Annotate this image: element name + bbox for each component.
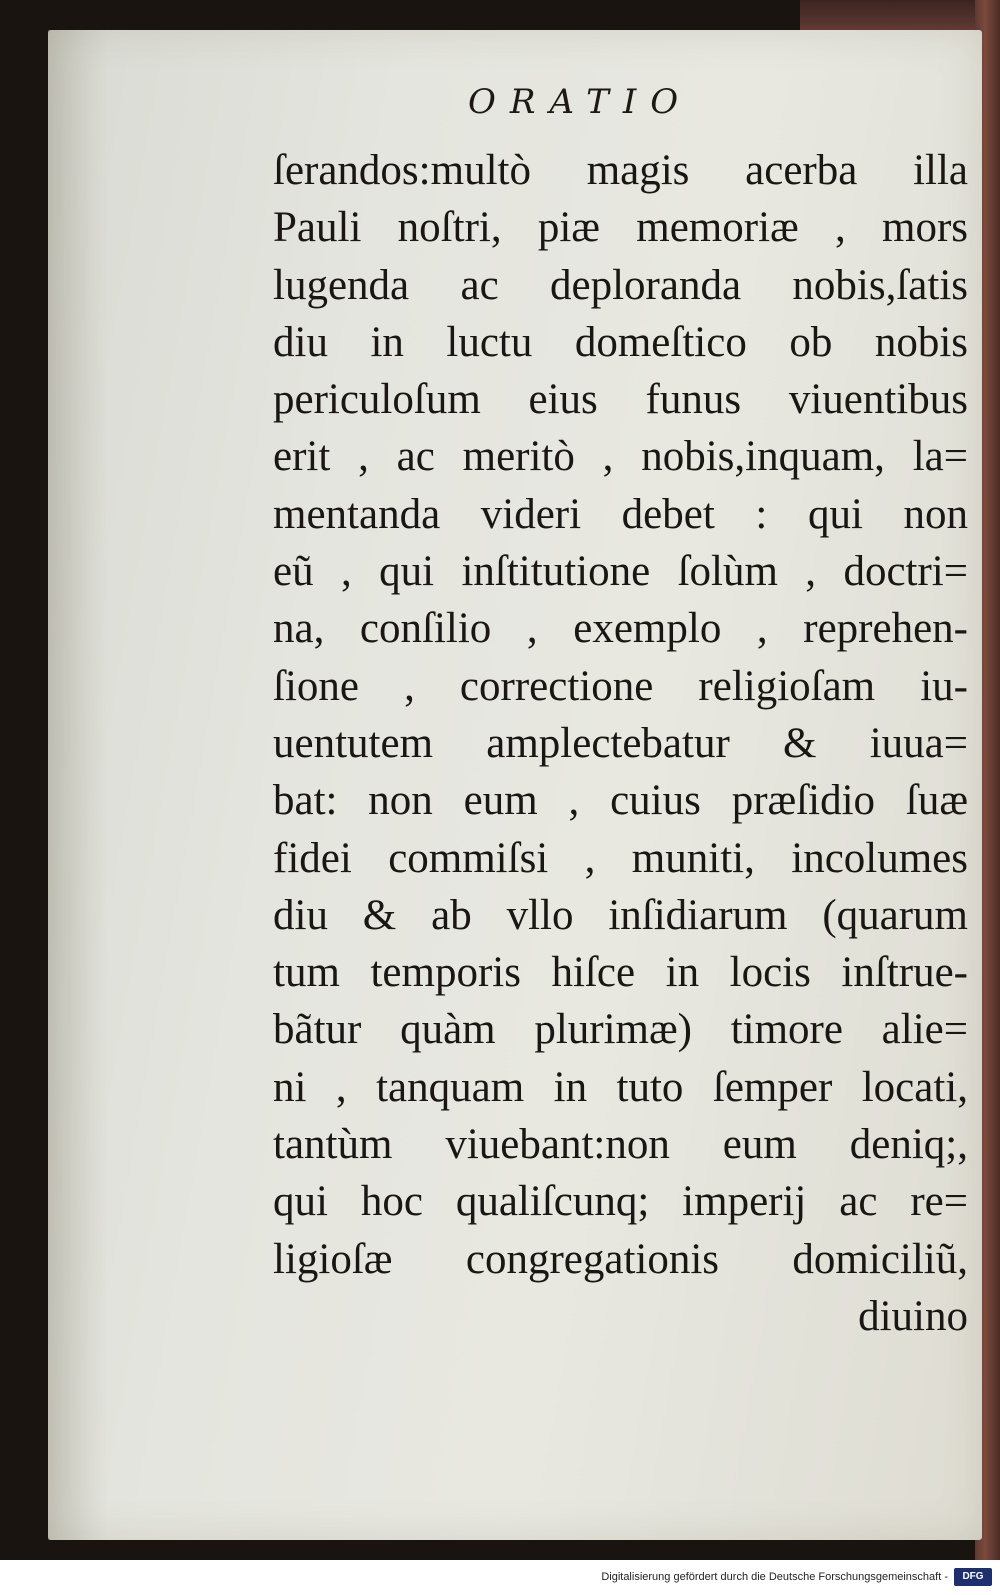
text-line: diu in luctu domeſtico ob nobis: [273, 318, 968, 366]
text-line: lugenda ac deploranda nobis,ſatis: [273, 261, 968, 309]
text-line: uentutem amplectebatur & iuua=: [273, 719, 968, 767]
text-line: ni , tanquam in tuto ſemper locati,: [273, 1063, 968, 1111]
text-line: ſerandos:multò magis acerba illa: [273, 147, 968, 194]
text-block: [273, 142, 968, 1345]
text-line: bat: non eum , cuius præſidio ſuæ: [273, 777, 968, 825]
text-line: eũ , qui inſtitutione ſolùm , doctri=: [273, 548, 968, 596]
text-line: ligioſæ congregationis domiciliũ,: [273, 1235, 968, 1283]
text-line: na, conſilio , exemplo , reprehen-: [273, 605, 968, 653]
book-page: [48, 30, 982, 1540]
text-line: diu & ab vllo inſidiarum (quarum: [273, 891, 968, 939]
text-line: erit , ac meritò , nobis,inquam, la=: [273, 433, 968, 481]
digitization-footer: [0, 1560, 1000, 1595]
text-line: bãtur quàm plurimæ) timore alie=: [273, 1006, 968, 1054]
dfg-logo: DFG: [954, 1568, 992, 1586]
text-line: qui hoc qualiſcunq; imperij ac re=: [273, 1178, 968, 1226]
text-line: Pauli noſtri, piæ memoriæ , mors: [273, 204, 968, 252]
text-line: mentanda videri debet : qui non: [273, 490, 968, 538]
text-line: tantùm viuebant:non eum deniq;,: [273, 1121, 968, 1169]
catchword: diuino: [858, 1292, 968, 1340]
text-line: fidei commiſsi , muniti, incolumes: [273, 834, 968, 882]
text-line: ſione , correctione religioſam iu-: [273, 662, 968, 710]
funding-credit: Digitalisierung gefördert durch die Deutsche Forschungsgemeinschaft -: [601, 1571, 948, 1583]
text-line: tum temporis hiſce in locis inſtrue-: [273, 949, 968, 997]
running-head: ORATIO: [468, 82, 693, 122]
page-gutter-shadow: [48, 30, 108, 1540]
text-line: periculoſum eius funus viuentibus: [273, 376, 968, 424]
